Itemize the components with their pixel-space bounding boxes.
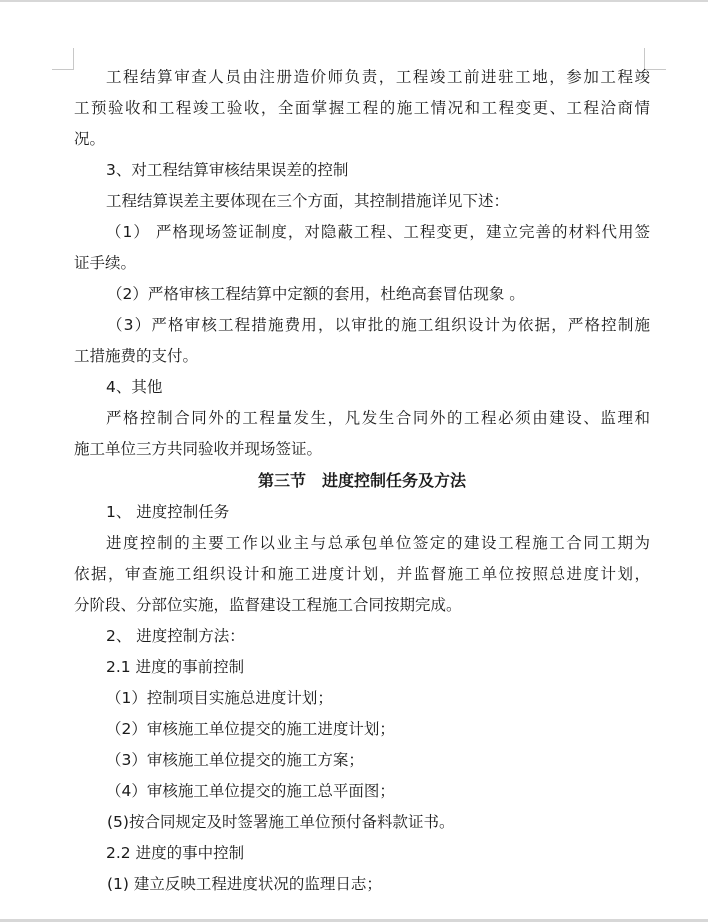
- list-item-line: (1) 建立反映工程进度状况的监理日志；: [107, 875, 382, 893]
- list-item-line: （1）控制项目实施总进度计划；: [106, 689, 333, 707]
- paragraph-line: 况。: [74, 130, 106, 148]
- document-page-text: [74, 62, 650, 900]
- paragraph-line: 工预验收和工程竣工验收，全面掌握工程的施工情况和工程变更、工程洽商情: [74, 99, 650, 117]
- list-item-line: （3）审核施工单位提交的施工方案；: [106, 751, 364, 769]
- list-item-line: （2）审核施工单位提交的施工进度计划；: [106, 720, 395, 738]
- list-item-line: （4）审核施工单位提交的施工总平面图；: [106, 782, 395, 800]
- paragraph-line: 严格控制合同外的工程量发生，凡发生合同外的工程必须由建设、监理和: [106, 409, 650, 427]
- list-item-line: 工措施费的支付。: [74, 347, 199, 365]
- paragraph-line: 工程结算审查人员由注册造价师负责，工程竣工前进驻工地，参加工程竣: [106, 68, 650, 86]
- subsection-title: 1、 进度控制任务: [106, 503, 230, 521]
- paragraph-line: 工程结算误差主要体现在三个方面，其控制措施详见下述：: [106, 192, 510, 210]
- list-item-line: （1） 严格现场签证制度，对隐蔽工程、工程变更，建立完善的材料代用签: [106, 223, 650, 241]
- subsection-title: 2.1 进度的事前控制: [106, 658, 245, 676]
- list-item-line: （2）严格审核工程结算中定额的套用，杜绝高套冒估现象 。: [107, 285, 525, 303]
- section-heading: 第三节 进度控制任务及方法: [257, 471, 466, 490]
- subsection-title: 4、其他: [106, 378, 163, 396]
- paragraph-line: 分阶段、分部位实施，监督建设工程施工合同按期完成。: [74, 596, 462, 614]
- subsection-title: 2.2 进度的事中控制: [106, 844, 245, 862]
- list-item-line: 证手续。: [74, 254, 137, 272]
- page-top-edge: [0, 0, 708, 2]
- subsection-title: 3、对工程结算审核结果误差的控制: [106, 161, 349, 179]
- subsection-title: 2、 进度控制方法：: [106, 627, 245, 645]
- paragraph-line: 进度控制的主要工作以业主与总承包单位签定的建设工程施工合同工期为: [106, 534, 650, 552]
- list-item-line: （3）严格审核工程措施费用，以审批的施工组织设计为依据，严格控制施: [107, 316, 650, 334]
- list-item-line: (5)按合同规定及时签署施工单位预付备料款证书。: [107, 813, 455, 831]
- paragraph-line: 依据，审查施工组织设计和施工进度计划，并监督施工单位按照总进度计划，: [74, 565, 650, 583]
- crop-mark-left-horizontal: [52, 69, 74, 70]
- paragraph-line: 施工单位三方共同验收并现场签证。: [74, 440, 323, 458]
